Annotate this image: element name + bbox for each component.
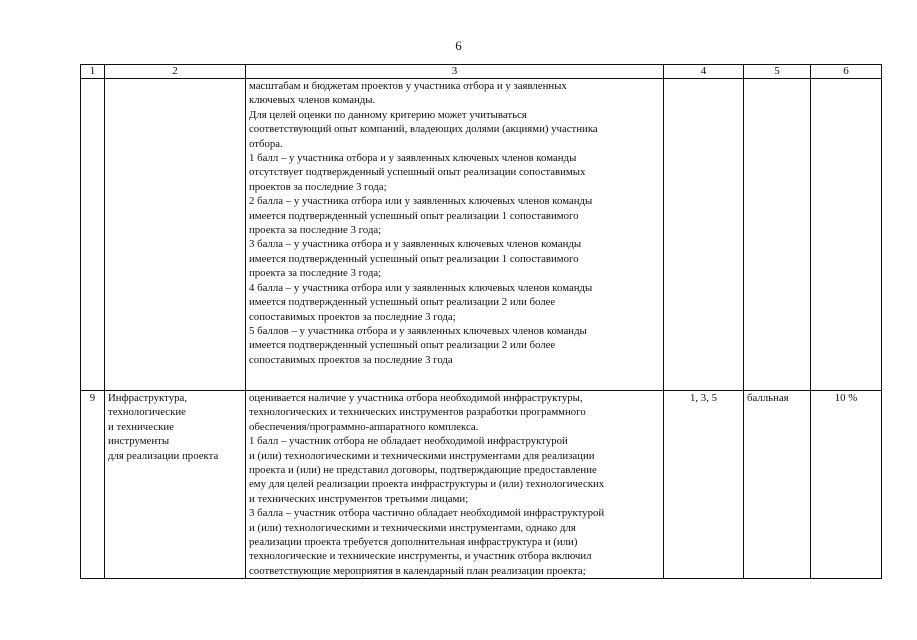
weight-cell: 10 % bbox=[811, 391, 882, 579]
description-line: 3 балла – участник отбора частично обладает необходимой инфраструктурой bbox=[249, 507, 605, 520]
header-cell-6: 6 bbox=[811, 65, 882, 79]
description-line: проекта и (или) не представил договоры, подтверждающие предоставление bbox=[249, 464, 597, 477]
description-line: имеется подтвержденный успешный опыт реализации 1 сопоставимого bbox=[249, 209, 579, 222]
criterion-name-line: Инфраструктура, bbox=[108, 392, 188, 404]
description-line: имеется подтвержденный успешный опыт реализации 1 сопоставимого bbox=[249, 252, 579, 265]
description-line: проекта за последние 3 года; bbox=[249, 224, 382, 237]
criterion-name-cell bbox=[105, 391, 246, 579]
description-line: 5 баллов – у участника отбора и у заявленных ключевых членов команды bbox=[249, 324, 587, 337]
description-line: ключевых членов команды. bbox=[249, 94, 376, 107]
criterion-description-cell bbox=[246, 79, 664, 391]
row-number-cell bbox=[81, 79, 105, 391]
description-line: технологических и технических инструментов разработки программного bbox=[249, 406, 586, 419]
description-line: сопоставимых проектов за последние 3 года bbox=[249, 353, 453, 366]
criteria-table bbox=[80, 64, 882, 579]
description-line: оценивается наличие у участника отбора необходимой инфраструктуры, bbox=[249, 392, 583, 404]
description-line: 3 балла – у участника отбора и у заявленных ключевых членов команды bbox=[249, 238, 582, 251]
description-line: 1 балл – участник отбора не обладает необходимой инфраструктурой bbox=[249, 435, 568, 448]
page-number: 6 bbox=[455, 38, 462, 53]
score-values-cell bbox=[664, 79, 744, 391]
criterion-name-cell bbox=[105, 79, 246, 391]
table-row bbox=[81, 391, 882, 579]
header-cell-1: 1 bbox=[81, 65, 105, 79]
description-line: ему для целей реализации проекта инфраструктуры и (или) технологических bbox=[249, 478, 605, 491]
description-line: реализации проекта требуется дополнительная инфраструктура и (или) bbox=[249, 536, 578, 549]
row-number-cell: 9 bbox=[81, 391, 105, 579]
description-line: и технических инструментов третьими лицами; bbox=[249, 492, 469, 505]
scale-type-cell bbox=[744, 79, 811, 391]
description-line: имеется подтвержденный успешный опыт реализации 2 или более bbox=[249, 296, 556, 309]
description-line: отсутствует подтвержденный успешный опыт реализации сопоставимых bbox=[249, 166, 586, 179]
criterion-name-line: для реализации проекта bbox=[108, 449, 219, 462]
description-line: 4 балла – у участника отбора или у заявленных ключевых членов команды bbox=[249, 281, 593, 294]
description-line: сопоставимых проектов за последние 3 года; bbox=[249, 310, 456, 323]
header-cell-2: 2 bbox=[105, 65, 246, 79]
description-line: технологические и технические инструменты, и участник отбора включил bbox=[249, 550, 592, 563]
description-line: и (или) технологическими и техническими инструментами, однако для bbox=[249, 521, 576, 534]
description-line: имеется подтвержденный успешный опыт реализации 2 или более bbox=[249, 339, 556, 352]
description-line: 2 балла – у участника отбора или у заявленных ключевых членов команды bbox=[249, 195, 593, 208]
description-line: Для целей оценки по данному критерию может учитываться bbox=[249, 108, 527, 121]
criterion-description-cell bbox=[246, 391, 664, 579]
header-cell-4: 4 bbox=[664, 65, 744, 79]
weight-cell bbox=[811, 79, 882, 391]
description-line: обеспечения/программно-аппаратного комплекса. bbox=[249, 420, 479, 433]
score-values-cell: 1, 3, 5 bbox=[664, 391, 744, 579]
header-cell-3: 3 bbox=[246, 65, 664, 79]
criterion-name-line: инструменты bbox=[108, 435, 170, 448]
header-cell-5: 5 bbox=[744, 65, 811, 79]
description-line: отбора. bbox=[249, 137, 283, 150]
description-line: соответствующий опыт компаний, владеющих долями (акциями) участника bbox=[249, 123, 598, 136]
description-line: соответствующие мероприятия в календарный план реализации проекта; bbox=[249, 564, 586, 577]
criterion-name-line: технологические bbox=[108, 406, 186, 419]
description-line: и (или) технологическими и техническими инструментами для реализации bbox=[249, 449, 595, 462]
table-header-row bbox=[81, 65, 882, 79]
description-line: масштабам и бюджетам проектов у участника отбора и у заявленных bbox=[249, 80, 567, 92]
description-line: проектов за последние 3 года; bbox=[249, 180, 387, 193]
criterion-name-line: и технические bbox=[108, 420, 174, 433]
table-row bbox=[81, 79, 882, 391]
description-line: проекта за последние 3 года; bbox=[249, 267, 382, 280]
scale-type-cell: балльная bbox=[744, 391, 811, 579]
description-line: 1 балл – у участника отбора и у заявленных ключевых членов команды bbox=[249, 152, 577, 165]
